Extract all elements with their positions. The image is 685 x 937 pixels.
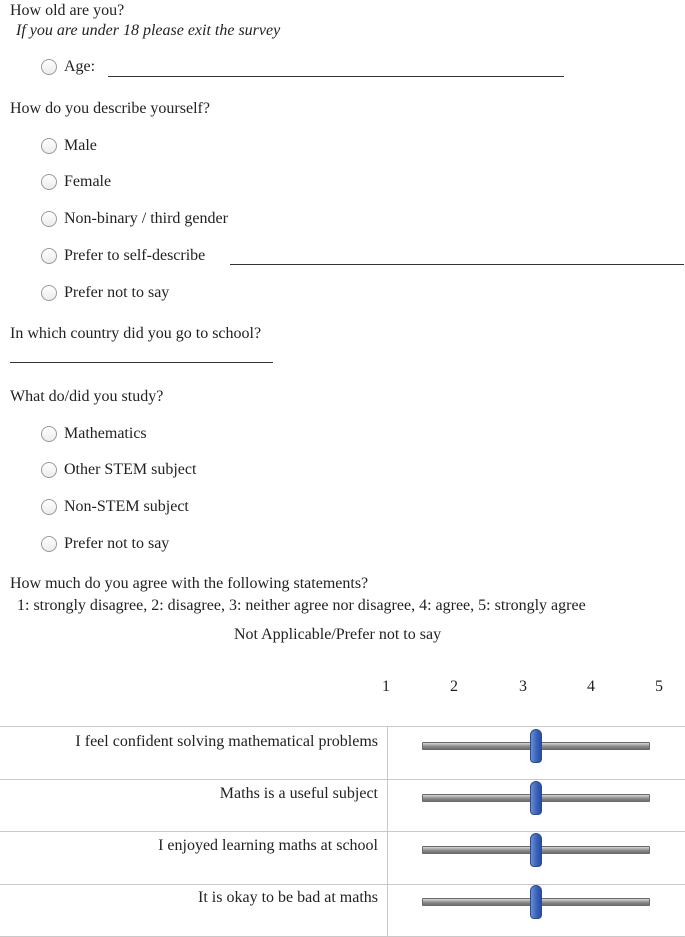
gender-option-prefer-not[interactable] xyxy=(41,283,169,303)
study-radio-non-stem[interactable] xyxy=(41,499,57,515)
study-option-label: Non-STEM subject xyxy=(64,498,189,515)
self-describe-input-line[interactable] xyxy=(230,264,684,265)
country-question: In which country did you go to school? xyxy=(10,325,262,342)
age-option-label: Age: xyxy=(64,58,96,75)
gender-radio-prefer-not[interactable] xyxy=(41,285,57,301)
gender-radio-male[interactable] xyxy=(41,138,57,154)
study-radio-mathematics[interactable] xyxy=(41,426,57,442)
scale-label-1: 1 xyxy=(382,678,390,695)
scale-label-2: 2 xyxy=(450,678,458,695)
study-option-label: Mathematics xyxy=(64,425,147,442)
age-input-line[interactable] xyxy=(108,76,564,77)
gender-option-label: Prefer to self-describe xyxy=(64,247,206,264)
scale-label-4: 4 xyxy=(587,678,595,695)
study-option-non-stem[interactable] xyxy=(41,497,189,517)
study-radio-prefer-not[interactable] xyxy=(41,536,57,552)
gender-option-male[interactable] xyxy=(41,136,97,156)
gender-radio-non-binary[interactable] xyxy=(41,211,57,227)
study-option-label: Prefer not to say xyxy=(64,535,170,552)
not-applicable-label: Not Applicable/Prefer not to say xyxy=(234,626,442,643)
study-option-label: Other STEM subject xyxy=(64,461,197,478)
table-column-divider xyxy=(387,726,388,937)
gender-radio-female[interactable] xyxy=(41,174,57,190)
gender-option-label: Male xyxy=(64,137,97,154)
age-question: How old are you? xyxy=(10,2,125,19)
slider-handle[interactable] xyxy=(530,833,542,867)
table-divider xyxy=(0,831,685,832)
table-divider xyxy=(0,726,685,727)
slider-handle[interactable] xyxy=(530,729,542,763)
agreement-question: How much do you agree with the following statements? xyxy=(10,575,369,592)
gender-option-self-describe[interactable] xyxy=(41,246,205,266)
gender-option-female[interactable] xyxy=(41,172,111,192)
gender-option-non-binary[interactable] xyxy=(41,209,228,229)
scale-description: 1: strongly disagree, 2: disagree, 3: neither agree nor disagree, 4: agree, 5: strongly agree xyxy=(17,597,586,614)
study-option-mathematics[interactable] xyxy=(41,424,147,444)
study-radio-other-stem[interactable] xyxy=(41,462,57,478)
study-option-prefer-not[interactable] xyxy=(41,534,169,554)
statement-enjoyed: I enjoyed learning maths at school xyxy=(158,837,378,854)
table-divider xyxy=(0,884,685,885)
gender-question: How do you describe yourself? xyxy=(10,100,210,117)
slider-handle[interactable] xyxy=(530,781,542,815)
age-radio[interactable] xyxy=(41,59,57,75)
statement-useful: Maths is a useful subject xyxy=(219,785,378,802)
table-divider xyxy=(0,779,685,780)
slider-handle[interactable] xyxy=(530,885,542,919)
scale-label-3: 3 xyxy=(519,678,527,695)
gender-option-label: Prefer not to say xyxy=(64,284,170,301)
study-option-other-stem[interactable] xyxy=(41,460,196,480)
age-instruction: If you are under 18 please exit the survey xyxy=(16,22,281,39)
statement-confident: I feel confident solving mathematical problems xyxy=(75,733,378,750)
gender-option-label: Non-binary / third gender xyxy=(64,210,228,227)
scale-label-5: 5 xyxy=(655,678,663,695)
age-option[interactable] xyxy=(41,57,95,77)
country-input-line[interactable] xyxy=(10,362,273,363)
study-question: What do/did you study? xyxy=(10,388,164,405)
gender-option-label: Female xyxy=(64,173,112,190)
gender-radio-self-describe[interactable] xyxy=(41,248,57,264)
statement-okay-bad: It is okay to be bad at maths xyxy=(198,889,378,906)
